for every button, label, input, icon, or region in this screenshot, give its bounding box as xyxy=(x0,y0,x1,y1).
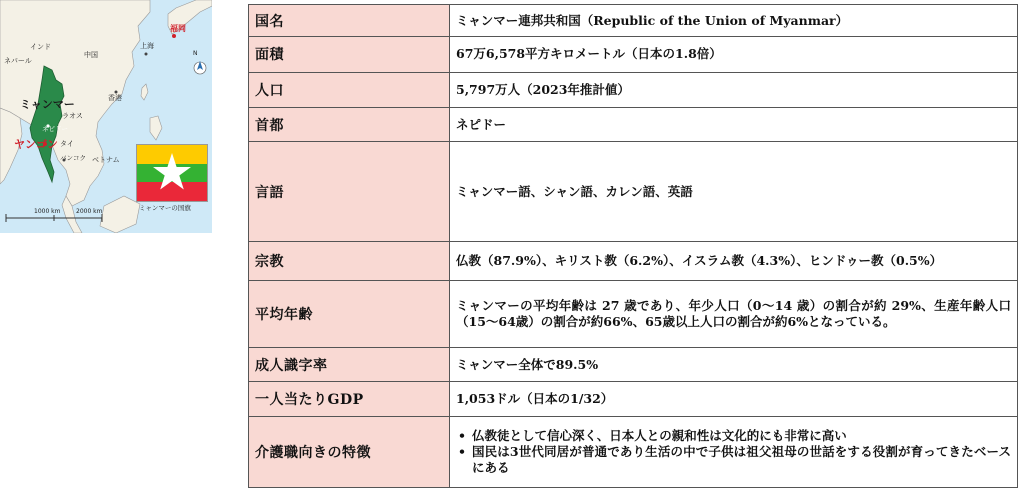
fukuoka-marker xyxy=(172,34,176,38)
map-label-laos: ラオス xyxy=(62,112,83,120)
map-label-naypyidaw: ネピドー xyxy=(42,125,68,133)
row-label: 首都 xyxy=(249,108,450,142)
row-label: 宗教 xyxy=(249,242,450,281)
table-row-caregiving-traits xyxy=(249,417,1018,488)
myanmar-flag xyxy=(136,144,208,202)
table-row-language xyxy=(249,142,1018,242)
row-value: ミャンマー連邦共和国（Republic of the Union of Myanmar） xyxy=(450,5,1018,37)
flag-star-icon xyxy=(137,145,207,201)
row-value: 67万6,578平方キロメートル（日本の1.8倍） xyxy=(450,37,1018,72)
map-label-yangon: ヤンゴン xyxy=(14,138,58,151)
row-label: 成人識字率 xyxy=(249,348,450,381)
map-label-bangkok: バンコク xyxy=(60,154,86,162)
map-label-myanmar: ミャンマー xyxy=(20,98,75,111)
traits-list xyxy=(456,428,1011,476)
table-row-religion xyxy=(249,242,1018,281)
country-info-table xyxy=(248,4,1018,488)
scale-label-1000: 1000 km xyxy=(34,208,61,215)
table-row-population xyxy=(249,72,1018,107)
row-label: 面積 xyxy=(249,37,450,72)
shanghai-marker xyxy=(145,53,148,56)
row-value: ミャンマー語、シャン語、カレン語、英語 xyxy=(450,142,1018,242)
map-label-china: 中国 xyxy=(84,51,98,59)
table-row-country-name xyxy=(249,5,1018,37)
row-label: 国名 xyxy=(249,5,450,37)
row-value: ネピドー xyxy=(450,108,1018,142)
map-label-nepal: ネパール xyxy=(4,57,32,65)
list-item: • 国民は3世代同居が普通であり生活の中で子供は祖父祖母の世話をする役割が育ってきたベースにある xyxy=(456,444,1011,476)
map-label-fukuoka: 福岡 xyxy=(170,24,186,33)
table-row-capital xyxy=(249,108,1018,142)
row-label: 人口 xyxy=(249,72,450,107)
row-value: ミャンマーの平均年齢は 27 歳であり、年少人口（0～14 歳）の割合が約 29%、生産年齢人口（15～64歳）の割合が約66%、65歳以上人口の割合が約6%となっている。 xyxy=(450,280,1018,348)
row-label: 言語 xyxy=(249,142,450,242)
map-label-hongkong: 香港 xyxy=(108,94,122,102)
row-label: 介護職向きの特徴 xyxy=(249,417,450,488)
row-value: 1,053ドル（日本の1/32） xyxy=(450,381,1018,416)
row-label: 平均年齢 xyxy=(249,280,450,348)
table-row-literacy xyxy=(249,348,1018,381)
row-value: ミャンマー全体で89.5% xyxy=(450,348,1018,381)
list-item: • 仏教徒として信心深く、日本人との親和性は文化的にも非常に高い xyxy=(456,428,1011,444)
map-label-thailand: タイ xyxy=(60,140,74,148)
map-label-india: インド xyxy=(30,43,51,51)
table-row-area xyxy=(249,37,1018,72)
map-label-vietnam: ベトナム xyxy=(92,156,120,164)
map-label-shanghai: 上海 xyxy=(140,42,154,50)
location-map xyxy=(0,0,212,233)
row-value xyxy=(450,417,1018,488)
table-row-average-age xyxy=(249,280,1018,348)
scale-label-2000: 2000 km xyxy=(76,208,103,215)
row-value: 仏教（87.9%）、キリスト教（6.2%）、イスラム教（4.3%）、ヒンドゥー教（0.5%） xyxy=(450,242,1018,281)
flag-caption: ミャンマーの国旗 xyxy=(139,204,191,212)
row-value: 5,797万人（2023年推計値） xyxy=(450,72,1018,107)
map-label-north: N xyxy=(193,50,198,57)
table-row-gdp xyxy=(249,381,1018,416)
row-label: 一人当たりGDP xyxy=(249,381,450,416)
